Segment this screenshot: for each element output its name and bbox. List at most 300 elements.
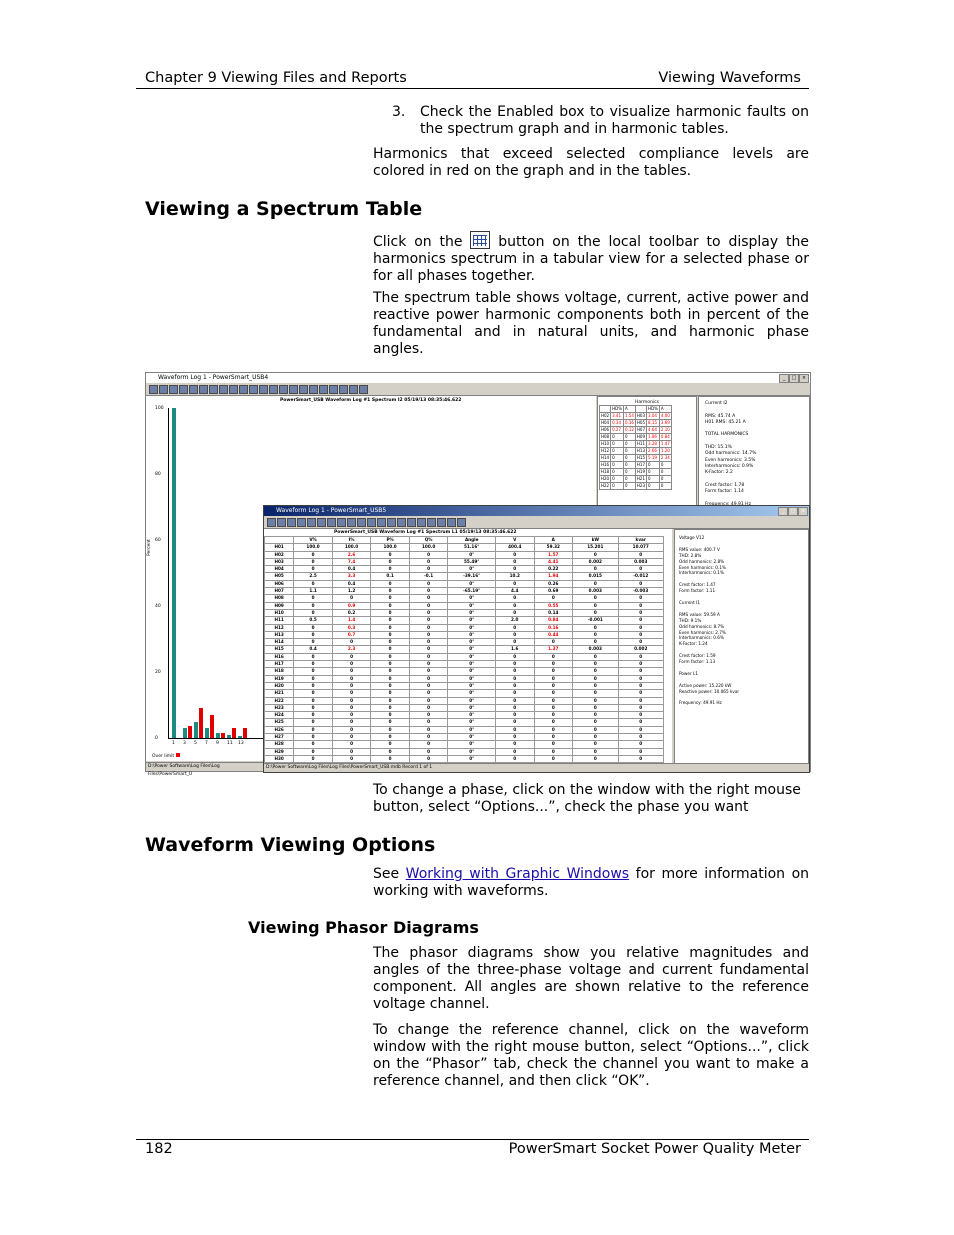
table-cell: 0° xyxy=(448,580,496,587)
toolbar-button[interactable] xyxy=(447,518,456,527)
win2-info-text: Voltage V12 RMS value: 400.7 V THD: 2.8% Odd harmonics: 2.8% Even harmonics: 0.1% Interharmonics: 0.1% Crest factor: 1.47 Form factor: 1.11 Current I1 RMS value: 59.59 A THD: 9.1% Odd harmonics: 8.7% Even harmonics: 2.7% Interharmonics: 0.6% K-Factor: 1.24 Crest factor: 1.59 Form factor: 1.13 Power L1 Active power: 15.220 kW Reactive power: 10.065 kvar Frequency: 49.91 Hz xyxy=(679,535,740,706)
table-cell: 0 xyxy=(294,661,333,668)
win2-info-panel xyxy=(674,529,809,765)
table-cell: 0 xyxy=(409,558,448,565)
table-cell: H23 xyxy=(265,704,294,711)
toolbar-button[interactable] xyxy=(299,385,308,394)
table-cell: 0° xyxy=(448,734,496,741)
table-cell: H09 xyxy=(636,434,646,439)
table-cell: 0.5 xyxy=(294,617,333,624)
table-row xyxy=(600,476,672,483)
table-cell: 0 xyxy=(409,690,448,697)
window2-toolbar xyxy=(264,516,809,529)
table-cell: 0 xyxy=(294,639,333,646)
bar-red xyxy=(188,726,192,738)
graph-title: PowerSmart_USB Waveform Log #1 Spectrum I2 05/19/13 08:35:46.622 xyxy=(280,398,462,403)
table-cell: 0 xyxy=(496,755,535,762)
table-cell: 0 xyxy=(409,631,448,638)
table-cell: 0 xyxy=(659,476,671,483)
table-cell: 400.4 xyxy=(496,544,535,551)
table-cell: 0.4 xyxy=(332,566,371,573)
toolbar-button[interactable] xyxy=(229,385,238,394)
spec-col-header: Q% xyxy=(409,537,448,544)
header-rule xyxy=(136,88,809,89)
table-cell: 0 xyxy=(534,704,573,711)
table-cell: 0.015 xyxy=(573,573,618,580)
table-cell: 3.3 xyxy=(332,573,371,580)
table-cell: 1.4 xyxy=(332,617,371,624)
spectrum-table xyxy=(264,536,664,763)
table-cell: 4.4 xyxy=(496,588,535,595)
table-cell: 0° xyxy=(448,631,496,638)
table-cell: H21 xyxy=(265,690,294,697)
table-cell: 8.15 xyxy=(647,420,660,427)
table-cell: 0 xyxy=(496,661,535,668)
bar-red xyxy=(199,708,203,738)
table-cell: H19 xyxy=(636,469,646,474)
table-cell: 0 xyxy=(294,712,333,719)
toolbar-button[interactable] xyxy=(169,385,178,394)
table-cell: 0 xyxy=(611,448,624,455)
toolbar-button[interactable] xyxy=(327,518,336,527)
table-cell: 0 xyxy=(496,748,535,755)
toolbar-button[interactable] xyxy=(407,518,416,527)
y-tick-label: 40 xyxy=(155,604,161,609)
para-text: See xyxy=(373,866,400,882)
toolbar-button[interactable] xyxy=(337,518,346,527)
table-cell: 0 xyxy=(534,595,573,602)
bar-teal xyxy=(216,733,220,738)
table-cell: 0.34 xyxy=(611,420,624,427)
table-cell: 0 xyxy=(624,455,636,462)
bar-red xyxy=(243,728,247,738)
toolbar-button[interactable] xyxy=(307,518,316,527)
table-cell: 0 xyxy=(496,595,535,602)
table-cell: H14 xyxy=(265,639,294,646)
para-text: for more information on working with waveforms. xyxy=(373,866,810,899)
table-cell: H26 xyxy=(265,726,294,733)
para-text: button on the local toolbar to display the harmonics spectrum in a tabular view for a selected phase or for all phases together. xyxy=(373,234,810,284)
table-cell: H29 xyxy=(265,748,294,755)
table-cell: 2.6 xyxy=(332,551,371,558)
toolbar-button[interactable] xyxy=(359,385,368,394)
table-cell: 0 xyxy=(534,712,573,719)
toolbar-button[interactable] xyxy=(287,518,296,527)
table-cell: 0° xyxy=(448,566,496,573)
toolbar-button[interactable] xyxy=(317,518,326,527)
table-cell: 0 xyxy=(371,741,410,748)
table-cell: 0 xyxy=(618,566,663,573)
phasor-para-1: The phasor diagrams show you relative magnitudes and angles of the three-phase voltage and current fundamental component. All angles are shown relative to the reference voltage channel. xyxy=(373,945,809,1012)
table-cell: 0.003 xyxy=(573,646,618,653)
toolbar-button[interactable] xyxy=(249,385,258,394)
table-cell: 0 xyxy=(409,755,448,762)
window2-status: D:\Power Software\Log Files\Log Files\PowerSmart_USB.mdb Record 1 of 1 xyxy=(264,763,809,772)
table-cell: 0 xyxy=(573,551,618,558)
footer-rule xyxy=(136,1139,809,1140)
toolbar-button[interactable] xyxy=(199,385,208,394)
table-cell: 0.14 xyxy=(534,609,573,616)
table-cell: 0 xyxy=(496,675,535,682)
table-cell: 51.16° xyxy=(448,544,496,551)
table-cell: 0 xyxy=(409,675,448,682)
table-cell: 0° xyxy=(448,726,496,733)
table-cell: 0 xyxy=(371,712,410,719)
table-cell: 0 xyxy=(611,455,624,462)
table-cell: 0 xyxy=(332,755,371,762)
table-cell: 1.57 xyxy=(534,551,573,558)
table-cell: 0 xyxy=(409,697,448,704)
table-cell: 0° xyxy=(448,682,496,689)
table-cell: 0 xyxy=(332,726,371,733)
table-cell: 0 xyxy=(496,697,535,704)
table-cell: 0° xyxy=(448,719,496,726)
table-cell: 0 xyxy=(573,668,618,675)
toolbar-button[interactable] xyxy=(289,385,298,394)
viewing-options-para xyxy=(373,866,809,900)
table-cell: 0.26 xyxy=(534,580,573,587)
bar-teal xyxy=(227,735,231,738)
table-row xyxy=(600,427,672,434)
y-tick-label: 100 xyxy=(155,406,164,411)
table-cell: 0° xyxy=(448,661,496,668)
table-cell: 0 xyxy=(409,580,448,587)
table-cell: 0 xyxy=(371,602,410,609)
window1-toolbar xyxy=(146,383,810,396)
table-cell: 0 xyxy=(294,602,333,609)
bar-red xyxy=(210,715,214,738)
table-cell: H07 xyxy=(265,588,294,595)
table-cell: 0.84 xyxy=(534,617,573,624)
table-row xyxy=(265,734,664,741)
table-cell: H08 xyxy=(265,595,294,602)
table-cell: 0 xyxy=(611,469,624,476)
table-cell: 0 xyxy=(332,690,371,697)
table-cell: 1.94 xyxy=(534,573,573,580)
toolbar-button[interactable] xyxy=(297,518,306,527)
table-cell: H03 xyxy=(636,413,646,418)
table-cell: H13 xyxy=(636,448,646,453)
table-cell: 0 xyxy=(294,675,333,682)
toolbar-button[interactable] xyxy=(329,385,338,394)
window2 xyxy=(263,505,810,773)
table-row xyxy=(265,690,664,697)
table-cell: 0 xyxy=(624,434,636,441)
table-cell: 0 xyxy=(332,682,371,689)
table-cell: H01 xyxy=(265,544,294,551)
table-cell: H14 xyxy=(601,455,610,460)
table-cell: 0 xyxy=(371,668,410,675)
table-cell: 10.2 xyxy=(496,573,535,580)
table-cell: 0 xyxy=(496,624,535,631)
minimize-icon[interactable]: _ xyxy=(778,507,788,516)
toolbar-button[interactable] xyxy=(209,385,218,394)
harm-col-header: A xyxy=(624,406,636,413)
table-cell: 0 xyxy=(294,704,333,711)
toolbar-button[interactable] xyxy=(269,385,278,394)
table-cell: -0.1 xyxy=(409,573,448,580)
bar-red xyxy=(232,728,236,738)
table-cell: 0° xyxy=(448,712,496,719)
table-cell: 0 xyxy=(409,668,448,675)
table-cell: 0.9 xyxy=(332,602,371,609)
window1-titlebar xyxy=(146,373,810,383)
toolbar-button[interactable] xyxy=(427,518,436,527)
table-cell: 0 xyxy=(534,653,573,660)
spectrum-table-icon xyxy=(470,231,490,249)
over-limit-swatch xyxy=(176,753,180,757)
window1-status: D:\Power Software\Log Files\Log Files\PowerSmart_U xyxy=(146,762,263,771)
table-row xyxy=(265,617,664,624)
table-cell: 0 xyxy=(294,755,333,762)
table-cell: H07 xyxy=(636,427,646,432)
table-cell: 0.003 xyxy=(618,558,663,565)
table-cell: 0 xyxy=(618,631,663,638)
table-cell: H30 xyxy=(265,755,294,762)
table-cell: 0 xyxy=(573,653,618,660)
maximize-icon[interactable]: □ xyxy=(788,507,798,516)
toolbar-button[interactable] xyxy=(347,518,356,527)
table-cell: H16 xyxy=(265,653,294,660)
toolbar-button[interactable] xyxy=(179,385,188,394)
table-cell: 0 xyxy=(573,697,618,704)
table-cell: 0 xyxy=(573,595,618,602)
close-icon[interactable]: × xyxy=(798,507,808,516)
maximize-icon[interactable]: □ xyxy=(789,374,799,383)
toolbar-button[interactable] xyxy=(159,385,168,394)
table-cell: 0 xyxy=(371,726,410,733)
table-cell: 0 xyxy=(496,741,535,748)
table-cell: 0 xyxy=(573,748,618,755)
table-cell: 0 xyxy=(573,704,618,711)
table-cell: H18 xyxy=(265,668,294,675)
table-cell: 0.69 xyxy=(534,588,573,595)
table-cell: 1.86 xyxy=(647,434,660,441)
table-row xyxy=(265,646,664,653)
table-cell: 0.44 xyxy=(534,631,573,638)
table-cell: 0 xyxy=(573,631,618,638)
table-cell: 0 xyxy=(409,609,448,616)
table-row xyxy=(265,682,664,689)
table-cell: 0 xyxy=(332,734,371,741)
table-cell: 0 xyxy=(409,617,448,624)
table-row xyxy=(265,675,664,682)
table-row xyxy=(265,726,664,733)
close-icon[interactable]: × xyxy=(799,374,809,383)
table-row xyxy=(265,697,664,704)
table-cell: -39.16° xyxy=(448,573,496,580)
toolbar-button[interactable] xyxy=(149,385,158,394)
spec-col-header: A xyxy=(534,537,573,544)
toolbar-button[interactable] xyxy=(437,518,446,527)
table-cell: 0 xyxy=(618,682,663,689)
table-cell: 0 xyxy=(496,668,535,675)
table-cell: 0 xyxy=(496,734,535,741)
toolbar-button[interactable] xyxy=(189,385,198,394)
table-cell: 0° xyxy=(448,595,496,602)
header-chapter: Chapter 9 Viewing Files and Reports xyxy=(145,70,407,86)
table-cell: 0 xyxy=(294,653,333,660)
table-cell: 0 xyxy=(611,483,624,490)
table-cell: 0 xyxy=(409,734,448,741)
bar-teal xyxy=(183,728,187,738)
table-cell: 0 xyxy=(496,566,535,573)
table-cell: 0 xyxy=(534,690,573,697)
table-cell: 0 xyxy=(611,476,624,483)
table-cell: H24 xyxy=(265,712,294,719)
table-cell: 0 xyxy=(371,755,410,762)
table-cell: 0 xyxy=(573,624,618,631)
table-cell: H06 xyxy=(265,580,294,587)
table-cell: 4.00 xyxy=(660,413,670,418)
harm-col-header: A xyxy=(659,406,671,413)
table-cell: H17 xyxy=(636,462,646,467)
toolbar-button[interactable] xyxy=(267,518,276,527)
table-cell: H20 xyxy=(265,682,294,689)
page-number: 182 xyxy=(145,1141,173,1157)
table-cell: 100.0 xyxy=(409,544,448,551)
table-cell: 0 xyxy=(409,588,448,595)
table-cell: 1.6 xyxy=(496,646,535,653)
table-cell: 0° xyxy=(448,748,496,755)
table-row xyxy=(265,704,664,711)
table-cell: H12 xyxy=(265,624,294,631)
window2-titlebar xyxy=(264,506,809,516)
toolbar-button[interactable] xyxy=(349,385,358,394)
table-cell: 0 xyxy=(618,595,663,602)
table-cell: H12 xyxy=(601,448,610,453)
table-row xyxy=(600,420,672,427)
table-cell: H06 xyxy=(601,427,610,432)
table-cell: 0 xyxy=(371,609,410,616)
table-cell: 3.41 xyxy=(611,413,624,420)
toolbar-button[interactable] xyxy=(417,518,426,527)
table-cell: 0° xyxy=(448,741,496,748)
table-cell: H05 xyxy=(265,573,294,580)
table-cell: 4.41 xyxy=(534,558,573,565)
harm-col-header: HD% xyxy=(648,406,658,411)
table-cell: 0 xyxy=(371,661,410,668)
toolbar-button[interactable] xyxy=(279,385,288,394)
table-cell: 0 xyxy=(624,441,636,448)
table-cell: -0.001 xyxy=(573,617,618,624)
table-cell: 0 xyxy=(573,609,618,616)
table-cell: 0 xyxy=(659,462,671,469)
table-cell: H11 xyxy=(636,441,646,446)
table-cell: 0 xyxy=(534,697,573,704)
toolbar-button[interactable] xyxy=(259,385,268,394)
table-cell: 0.12 xyxy=(625,427,634,432)
table-row xyxy=(265,741,664,748)
table-cell: 0 xyxy=(573,682,618,689)
table-cell: 0 xyxy=(496,609,535,616)
toolbar-button[interactable] xyxy=(339,385,348,394)
toolbar-button[interactable] xyxy=(239,385,248,394)
toolbar-button[interactable] xyxy=(397,518,406,527)
y-tick-label: 20 xyxy=(155,670,161,675)
table-cell: -65.19° xyxy=(448,588,496,595)
x-tick-label: 9 xyxy=(216,741,219,746)
table-cell: 0 xyxy=(332,595,371,602)
table-cell: 0 xyxy=(294,631,333,638)
window2-title: Waveform Log 1 - PowerSmart_USB5 xyxy=(276,507,387,514)
toolbar-button[interactable] xyxy=(309,385,318,394)
table-cell: 100.0 xyxy=(294,544,333,551)
table-row xyxy=(265,719,664,726)
harmonics-table xyxy=(599,405,672,490)
table-row xyxy=(600,448,672,455)
table-cell: 0 xyxy=(371,682,410,689)
spec-col-header: I% xyxy=(332,537,371,544)
table-row xyxy=(265,653,664,660)
toolbar-button[interactable] xyxy=(457,518,466,527)
table-cell: 0 xyxy=(371,719,410,726)
table-cell: 0 xyxy=(534,661,573,668)
table-cell: 0.22 xyxy=(534,566,573,573)
graphic-windows-link[interactable]: Working with Graphic Windows xyxy=(405,866,630,882)
table-row xyxy=(265,595,664,602)
table-cell: 1.37 xyxy=(534,646,573,653)
table-cell: 0 xyxy=(618,580,663,587)
toolbar-button[interactable] xyxy=(387,518,396,527)
caption-change-phase: To change a phase, click on the window with the right mouse button, select “Options...”, check the phase you want xyxy=(373,782,801,815)
table-cell: 0 xyxy=(409,748,448,755)
table-cell: 0 xyxy=(332,704,371,711)
table-cell: 100.0 xyxy=(332,544,371,551)
y-tick-label: 60 xyxy=(155,538,161,543)
table-cell: H25 xyxy=(265,719,294,726)
table-cell: 0 xyxy=(371,595,410,602)
table-cell: 0.1 xyxy=(371,573,410,580)
toolbar-button[interactable] xyxy=(219,385,228,394)
table-cell: 0° xyxy=(448,609,496,616)
table-cell: 0.2 xyxy=(332,609,371,616)
table-cell: H15 xyxy=(265,646,294,653)
toolbar-button[interactable] xyxy=(367,518,376,527)
table-cell: 0 xyxy=(294,551,333,558)
toolbar-button[interactable] xyxy=(277,518,286,527)
harm-col-header: HD% xyxy=(612,406,622,411)
table-row xyxy=(265,551,664,558)
table-cell: 2.5 xyxy=(294,573,333,580)
table-cell: 0.84 xyxy=(660,434,670,439)
table-row xyxy=(600,462,672,469)
table-cell: 0 xyxy=(371,624,410,631)
table-cell: 0 xyxy=(647,469,660,476)
table-cell: H28 xyxy=(265,741,294,748)
table-cell: 2.10 xyxy=(660,427,670,432)
minimize-icon[interactable]: _ xyxy=(779,374,789,383)
table-cell: 0° xyxy=(448,602,496,609)
bar-teal xyxy=(238,736,242,738)
table-cell: 0 xyxy=(332,719,371,726)
toolbar-button[interactable] xyxy=(377,518,386,527)
table-cell: 0.27 xyxy=(611,427,624,434)
table-cell: 0.003 xyxy=(573,588,618,595)
table-cell: 0.4 xyxy=(294,646,333,653)
table-cell: 0 xyxy=(409,602,448,609)
toolbar-button[interactable] xyxy=(357,518,366,527)
table-cell: H22 xyxy=(265,697,294,704)
table-cell: 0.002 xyxy=(573,558,618,565)
toolbar-button[interactable] xyxy=(319,385,328,394)
table-cell: 0 xyxy=(409,726,448,733)
table-cell: 0 xyxy=(618,551,663,558)
table-cell: 0° xyxy=(448,639,496,646)
table-cell: 0 xyxy=(618,726,663,733)
table-cell: 0 xyxy=(294,566,333,573)
table-cell: 0 xyxy=(496,690,535,697)
